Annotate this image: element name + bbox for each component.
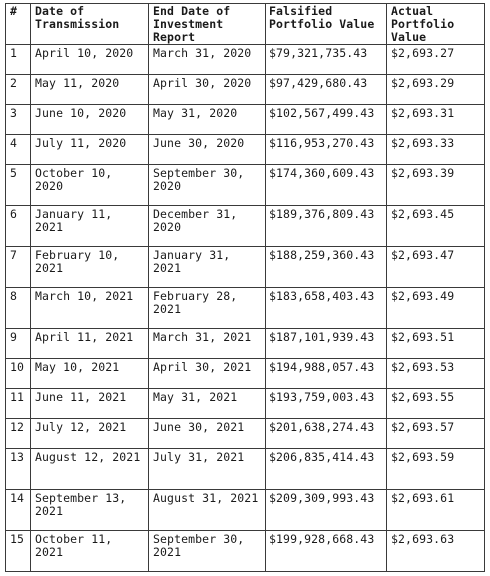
end-date: May 31, 2021 — [149, 389, 266, 419]
table-row — [6, 531, 485, 572]
falsified-value: $97,429,680.43 — [266, 75, 387, 105]
actual-value: $2,693.61 — [387, 490, 485, 531]
transmission-date: April 10, 2020 — [31, 45, 149, 75]
transmission-date: October 11, 2021 — [31, 531, 149, 572]
end-date: May 31, 2020 — [149, 105, 266, 135]
end-date: July 31, 2021 — [149, 449, 266, 490]
falsified-value: $183,658,403.43 — [266, 288, 387, 329]
actual-value: $2,693.63 — [387, 531, 485, 572]
portfolio-table-container — [5, 3, 484, 572]
end-date: March 31, 2020 — [149, 45, 266, 75]
row-number: 9 — [6, 329, 31, 359]
table-row — [6, 206, 485, 247]
falsified-value: $189,376,809.43 — [266, 206, 387, 247]
header-falsified-value: Falsified Portfolio Value — [266, 4, 387, 45]
table-row — [6, 490, 485, 531]
table-row — [6, 165, 485, 206]
row-number: 8 — [6, 288, 31, 329]
transmission-date: June 10, 2020 — [31, 105, 149, 135]
transmission-date: June 11, 2021 — [31, 389, 149, 419]
end-date: August 31, 2021 — [149, 490, 266, 531]
falsified-value: $174,360,609.43 — [266, 165, 387, 206]
falsified-value: $206,835,414.43 — [266, 449, 387, 490]
end-date: January 31, 2021 — [149, 247, 266, 288]
actual-value: $2,693.55 — [387, 389, 485, 419]
falsified-value: $102,567,499.43 — [266, 105, 387, 135]
transmission-date: September 13, 2021 — [31, 490, 149, 531]
falsified-value: $188,259,360.43 — [266, 247, 387, 288]
end-date: April 30, 2021 — [149, 359, 266, 389]
header-number: # — [6, 4, 31, 45]
row-number: 13 — [6, 449, 31, 490]
transmission-date: July 12, 2021 — [31, 419, 149, 449]
falsified-value: $199,928,668.43 — [266, 531, 387, 572]
actual-value: $2,693.57 — [387, 419, 485, 449]
table-row — [6, 419, 485, 449]
falsified-value: $187,101,939.43 — [266, 329, 387, 359]
transmission-date: January 11, 2021 — [31, 206, 149, 247]
end-date: June 30, 2020 — [149, 135, 266, 165]
header-actual-value: Actual Portfolio Value — [387, 4, 485, 45]
actual-value: $2,693.47 — [387, 247, 485, 288]
row-number: 2 — [6, 75, 31, 105]
transmission-date: August 12, 2021 — [31, 449, 149, 490]
transmission-date: April 11, 2021 — [31, 329, 149, 359]
table-row — [6, 247, 485, 288]
table-body — [6, 45, 485, 572]
table-row — [6, 449, 485, 490]
falsified-value: $79,321,735.43 — [266, 45, 387, 75]
row-number: 7 — [6, 247, 31, 288]
actual-value: $2,693.27 — [387, 45, 485, 75]
table-row — [6, 288, 485, 329]
actual-value: $2,693.31 — [387, 105, 485, 135]
falsified-value: $201,638,274.43 — [266, 419, 387, 449]
falsified-value: $193,759,003.43 — [266, 389, 387, 419]
header-transmission-date: Date of Transmission — [31, 4, 149, 45]
header-end-date: End Date of Investment Report — [149, 4, 266, 45]
falsified-value: $194,988,057.43 — [266, 359, 387, 389]
actual-value: $2,693.53 — [387, 359, 485, 389]
table-header-row — [6, 4, 485, 45]
table-row — [6, 329, 485, 359]
table-row — [6, 45, 485, 75]
actual-value: $2,693.29 — [387, 75, 485, 105]
row-number: 4 — [6, 135, 31, 165]
transmission-date: February 10, 2021 — [31, 247, 149, 288]
falsified-value: $209,309,993.43 — [266, 490, 387, 531]
row-number: 12 — [6, 419, 31, 449]
transmission-date: May 10, 2021 — [31, 359, 149, 389]
table-row — [6, 75, 485, 105]
table-row — [6, 135, 485, 165]
actual-value: $2,693.33 — [387, 135, 485, 165]
end-date: September 30, 2021 — [149, 531, 266, 572]
end-date: December 31, 2020 — [149, 206, 266, 247]
transmission-date: October 10, 2020 — [31, 165, 149, 206]
row-number: 15 — [6, 531, 31, 572]
transmission-date: July 11, 2020 — [31, 135, 149, 165]
actual-value: $2,693.45 — [387, 206, 485, 247]
actual-value: $2,693.39 — [387, 165, 485, 206]
table-row — [6, 389, 485, 419]
table-row — [6, 359, 485, 389]
row-number: 11 — [6, 389, 31, 419]
table-row — [6, 105, 485, 135]
actual-value: $2,693.49 — [387, 288, 485, 329]
actual-value: $2,693.51 — [387, 329, 485, 359]
row-number: 14 — [6, 490, 31, 531]
end-date: April 30, 2020 — [149, 75, 266, 105]
end-date: June 30, 2021 — [149, 419, 266, 449]
end-date: September 30, 2020 — [149, 165, 266, 206]
row-number: 5 — [6, 165, 31, 206]
row-number: 1 — [6, 45, 31, 75]
portfolio-table — [5, 3, 485, 572]
end-date: March 31, 2021 — [149, 329, 266, 359]
end-date: February 28, 2021 — [149, 288, 266, 329]
row-number: 3 — [6, 105, 31, 135]
transmission-date: May 11, 2020 — [31, 75, 149, 105]
row-number: 10 — [6, 359, 31, 389]
row-number: 6 — [6, 206, 31, 247]
transmission-date: March 10, 2021 — [31, 288, 149, 329]
actual-value: $2,693.59 — [387, 449, 485, 490]
falsified-value: $116,953,270.43 — [266, 135, 387, 165]
